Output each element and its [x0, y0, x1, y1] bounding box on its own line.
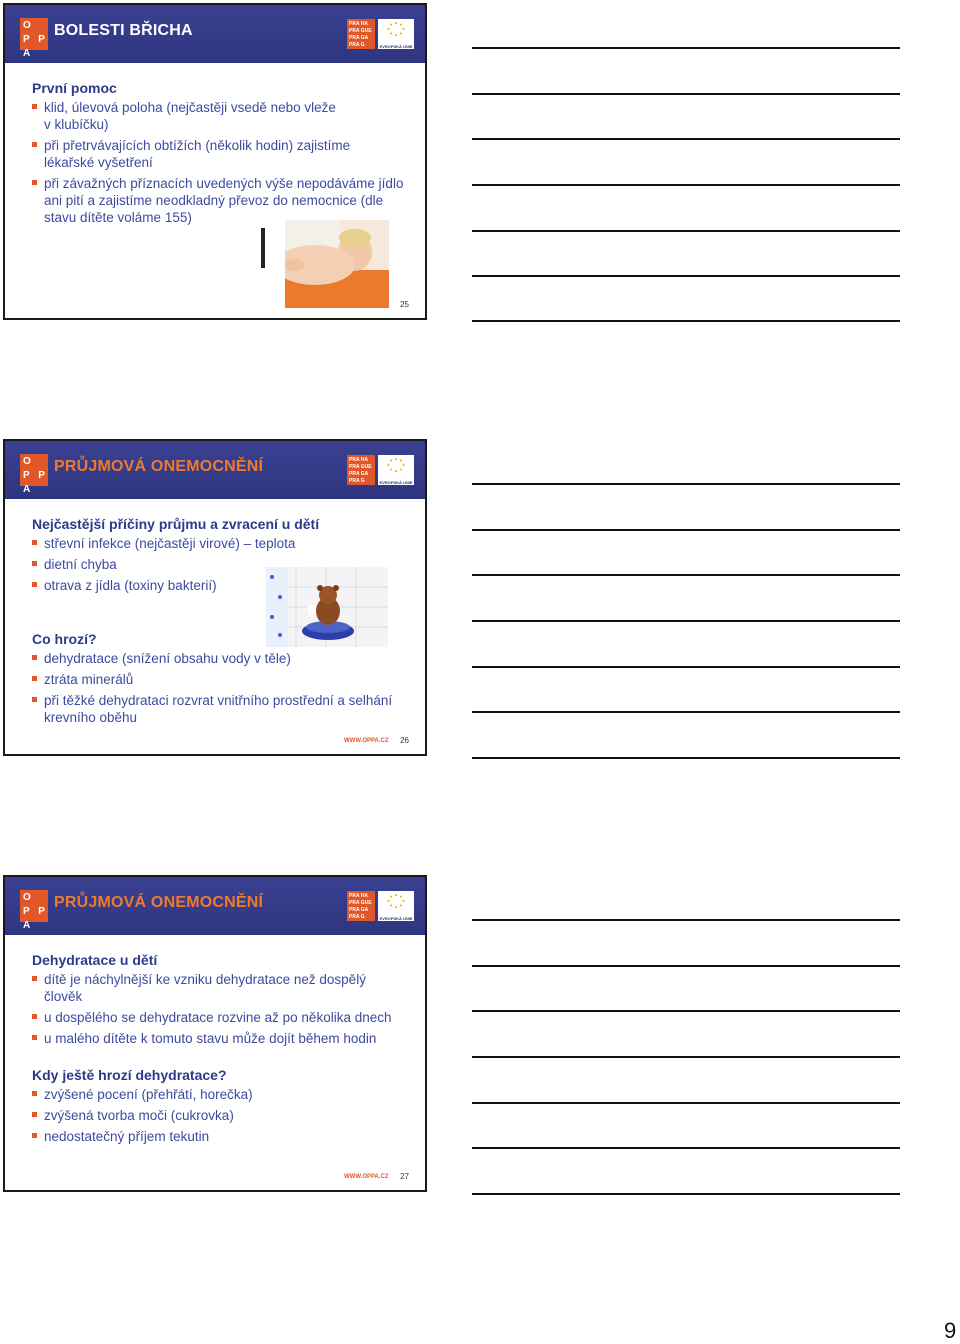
- eu-flag-icon: EVROPSKÁ UNIE: [378, 455, 414, 485]
- note-line: [472, 1102, 900, 1104]
- slide-26: [3, 439, 427, 756]
- slide-number: 27: [400, 1172, 409, 1181]
- slide-header: [5, 877, 425, 935]
- note-line: [472, 757, 900, 759]
- eu-flag-icon: EVROPSKÁ UNIE: [378, 19, 414, 49]
- oppa-logo: O P P A: [20, 454, 48, 486]
- slide-27: [3, 875, 427, 1192]
- praha-logo: PRA HA PRA GUE PRA GA PRA G: [347, 455, 375, 485]
- list-item: nedostatečný příjem tekutin: [32, 1128, 417, 1145]
- note-line: [472, 93, 900, 95]
- list-item: klid, úlevová poloha (nejčastěji vsedě nebo vleže v klubíčku): [32, 99, 344, 133]
- list-item: zvýšená tvorba moči (cukrovka): [32, 1107, 417, 1124]
- list-item: dietní chyba: [32, 556, 417, 573]
- oppa-logo: O P P A: [20, 890, 48, 922]
- note-line: [472, 620, 900, 622]
- list-item: při závažných příznacích uvedených výše nepodáváme jídlo ani pití a zajistíme neodkladný převoz do nemocnice (dle stavu dítěte voláme 155): [32, 175, 409, 226]
- list-item: ztráta minerálů: [32, 671, 417, 688]
- praha-logo: PRA HA PRA GUE PRA GA PRA G: [347, 891, 375, 921]
- website-link[interactable]: WWW.OPPA.CZ: [344, 1174, 389, 1180]
- slide-title: PRŮJMOVÁ ONEMOCNĚNÍ: [54, 458, 264, 475]
- note-line: [472, 483, 900, 485]
- slide-number: 26: [400, 736, 409, 745]
- slide-header: [5, 441, 425, 499]
- praha-logo: PRA HA PRA GUE PRA GA PRA G: [347, 19, 375, 49]
- note-line: [472, 138, 900, 140]
- list-item: otrava z jídla (toxiny bakterií): [32, 577, 417, 594]
- note-line: [472, 1147, 900, 1149]
- note-line: [472, 275, 900, 277]
- note-line: [472, 1193, 900, 1195]
- note-line: [472, 320, 900, 322]
- section-heading: Co hrozí?: [32, 631, 97, 647]
- website-link[interactable]: WWW.OPPA.CZ: [344, 738, 389, 744]
- sheet-page-number: 9: [944, 1318, 957, 1343]
- note-line: [472, 1056, 900, 1058]
- oppa-logo: O P P A: [20, 18, 48, 50]
- list-item: střevní infekce (nejčastěji virové) – teplota: [32, 535, 417, 552]
- note-line: [472, 919, 900, 921]
- list-item: při přetrvávajících obtížích (několik hodin) zajistíme lékařské vyšetření: [32, 137, 364, 171]
- list-item: zvýšené pocení (přehřátí, horečka): [32, 1086, 417, 1103]
- note-line: [472, 666, 900, 668]
- eu-flag-icon: EVROPSKÁ UNIE: [378, 891, 414, 921]
- slide-content: [32, 80, 417, 230]
- slide-header: [5, 5, 425, 63]
- list-item: dítě je náchylnější ke vzniku dehydratace než dospělý člověk: [32, 971, 404, 1005]
- note-line: [472, 184, 900, 186]
- section-heading: První pomoc: [32, 80, 117, 96]
- note-line: [472, 529, 900, 531]
- child-photo: [255, 220, 389, 308]
- list-item: u malého dítěte k tomuto stavu může dojít během hodin: [32, 1030, 417, 1047]
- list-item: při těžké dehydrataci rozvrat vnitřního prostřední a selhání krevního oběhu: [32, 692, 417, 726]
- list-item: dehydratace (snížení obsahu vody v těle): [32, 650, 417, 667]
- note-line: [472, 47, 900, 49]
- slide-25: [3, 3, 427, 320]
- list-item: u dospělého se dehydratace rozvine až po několika dnech: [32, 1009, 417, 1026]
- note-line: [472, 1010, 900, 1012]
- slide-number: 25: [400, 300, 409, 309]
- slide-title: PRŮJMOVÁ ONEMOCNĚNÍ: [54, 894, 264, 911]
- note-line: [472, 230, 900, 232]
- note-line: [472, 711, 900, 713]
- section-heading: Dehydratace u dětí: [32, 952, 158, 968]
- slide-title: BOLESTI BŘICHA: [54, 22, 193, 39]
- note-line: [472, 574, 900, 576]
- slide-content: [32, 952, 417, 1149]
- section-heading: Kdy ještě hrozí dehydratace?: [32, 1067, 227, 1083]
- teddy-bear-photo: [266, 567, 388, 647]
- note-line: [472, 965, 900, 967]
- section-heading: Nejčastější příčiny průjmu a zvracení u dětí: [32, 516, 320, 532]
